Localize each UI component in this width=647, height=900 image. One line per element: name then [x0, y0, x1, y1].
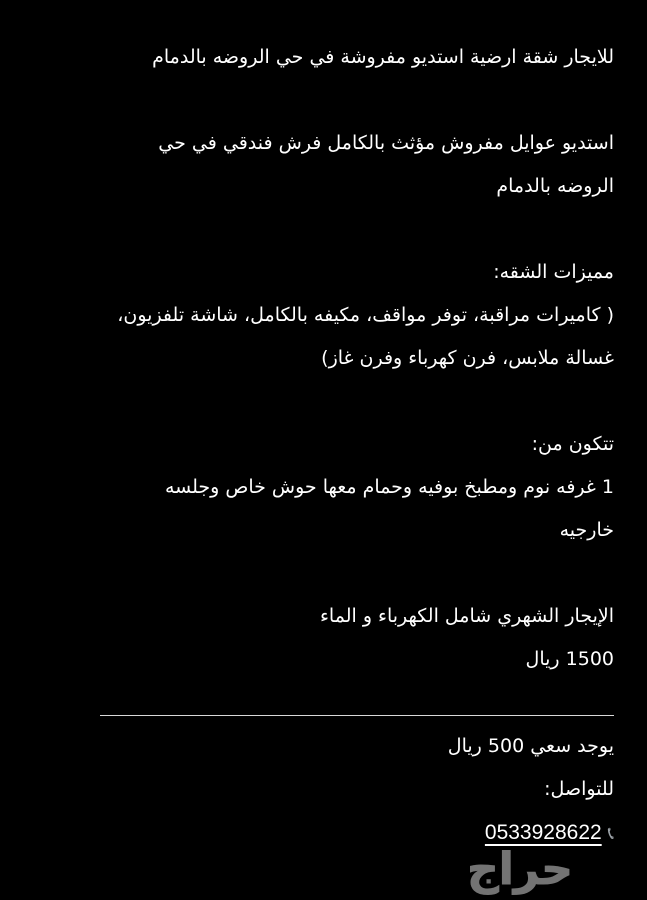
composition-heading: تتكون من:	[531, 433, 614, 455]
spacer	[30, 79, 614, 122]
phone-link[interactable]: 0533928622	[484, 821, 602, 844]
composition-line: 1 غرفه نوم ومطبخ بوفيه وحمام معها حوش خاص وجلسه	[164, 476, 614, 498]
description-line: استديو عوايل مفروش مؤثث بالكامل فرش فندقي في حي	[158, 132, 614, 154]
features-line: غسالة ملابس، فرن كهرباء وفرن غاز)	[321, 347, 614, 369]
features-line: ( كاميرات مراقبة، توفر مواقف، مكيفه بالكامل، شاشة تلفزيون،	[117, 304, 614, 326]
rent-line: الإيجار الشهري شامل الكهرباء و الماء	[320, 605, 614, 627]
composition	[30, 423, 614, 552]
post-title: للايجار شقة ارضية استديو مفروشة في حي الروضه بالدمام	[152, 46, 614, 68]
haraj-logo	[415, 844, 625, 896]
divider	[100, 715, 614, 716]
description	[30, 122, 614, 208]
description-line: الروضه بالدمام	[496, 175, 614, 197]
post-footer	[30, 725, 614, 855]
spacer	[30, 552, 614, 595]
rent-amount: 1500 ريال	[525, 648, 614, 670]
spacer	[30, 208, 614, 251]
contact-label: للتواصل:	[544, 778, 614, 800]
haraj-logo-text: حراج	[467, 844, 573, 895]
features	[30, 251, 614, 380]
phone-icon: 📞︎	[607, 823, 614, 844]
rent	[30, 595, 614, 681]
spacer	[30, 380, 614, 423]
composition-line: خارجيه	[559, 519, 614, 541]
post-body	[30, 36, 614, 681]
commission-text: يوجد سعي 500 ريال	[447, 735, 614, 757]
features-heading: مميزات الشقه:	[493, 261, 614, 283]
